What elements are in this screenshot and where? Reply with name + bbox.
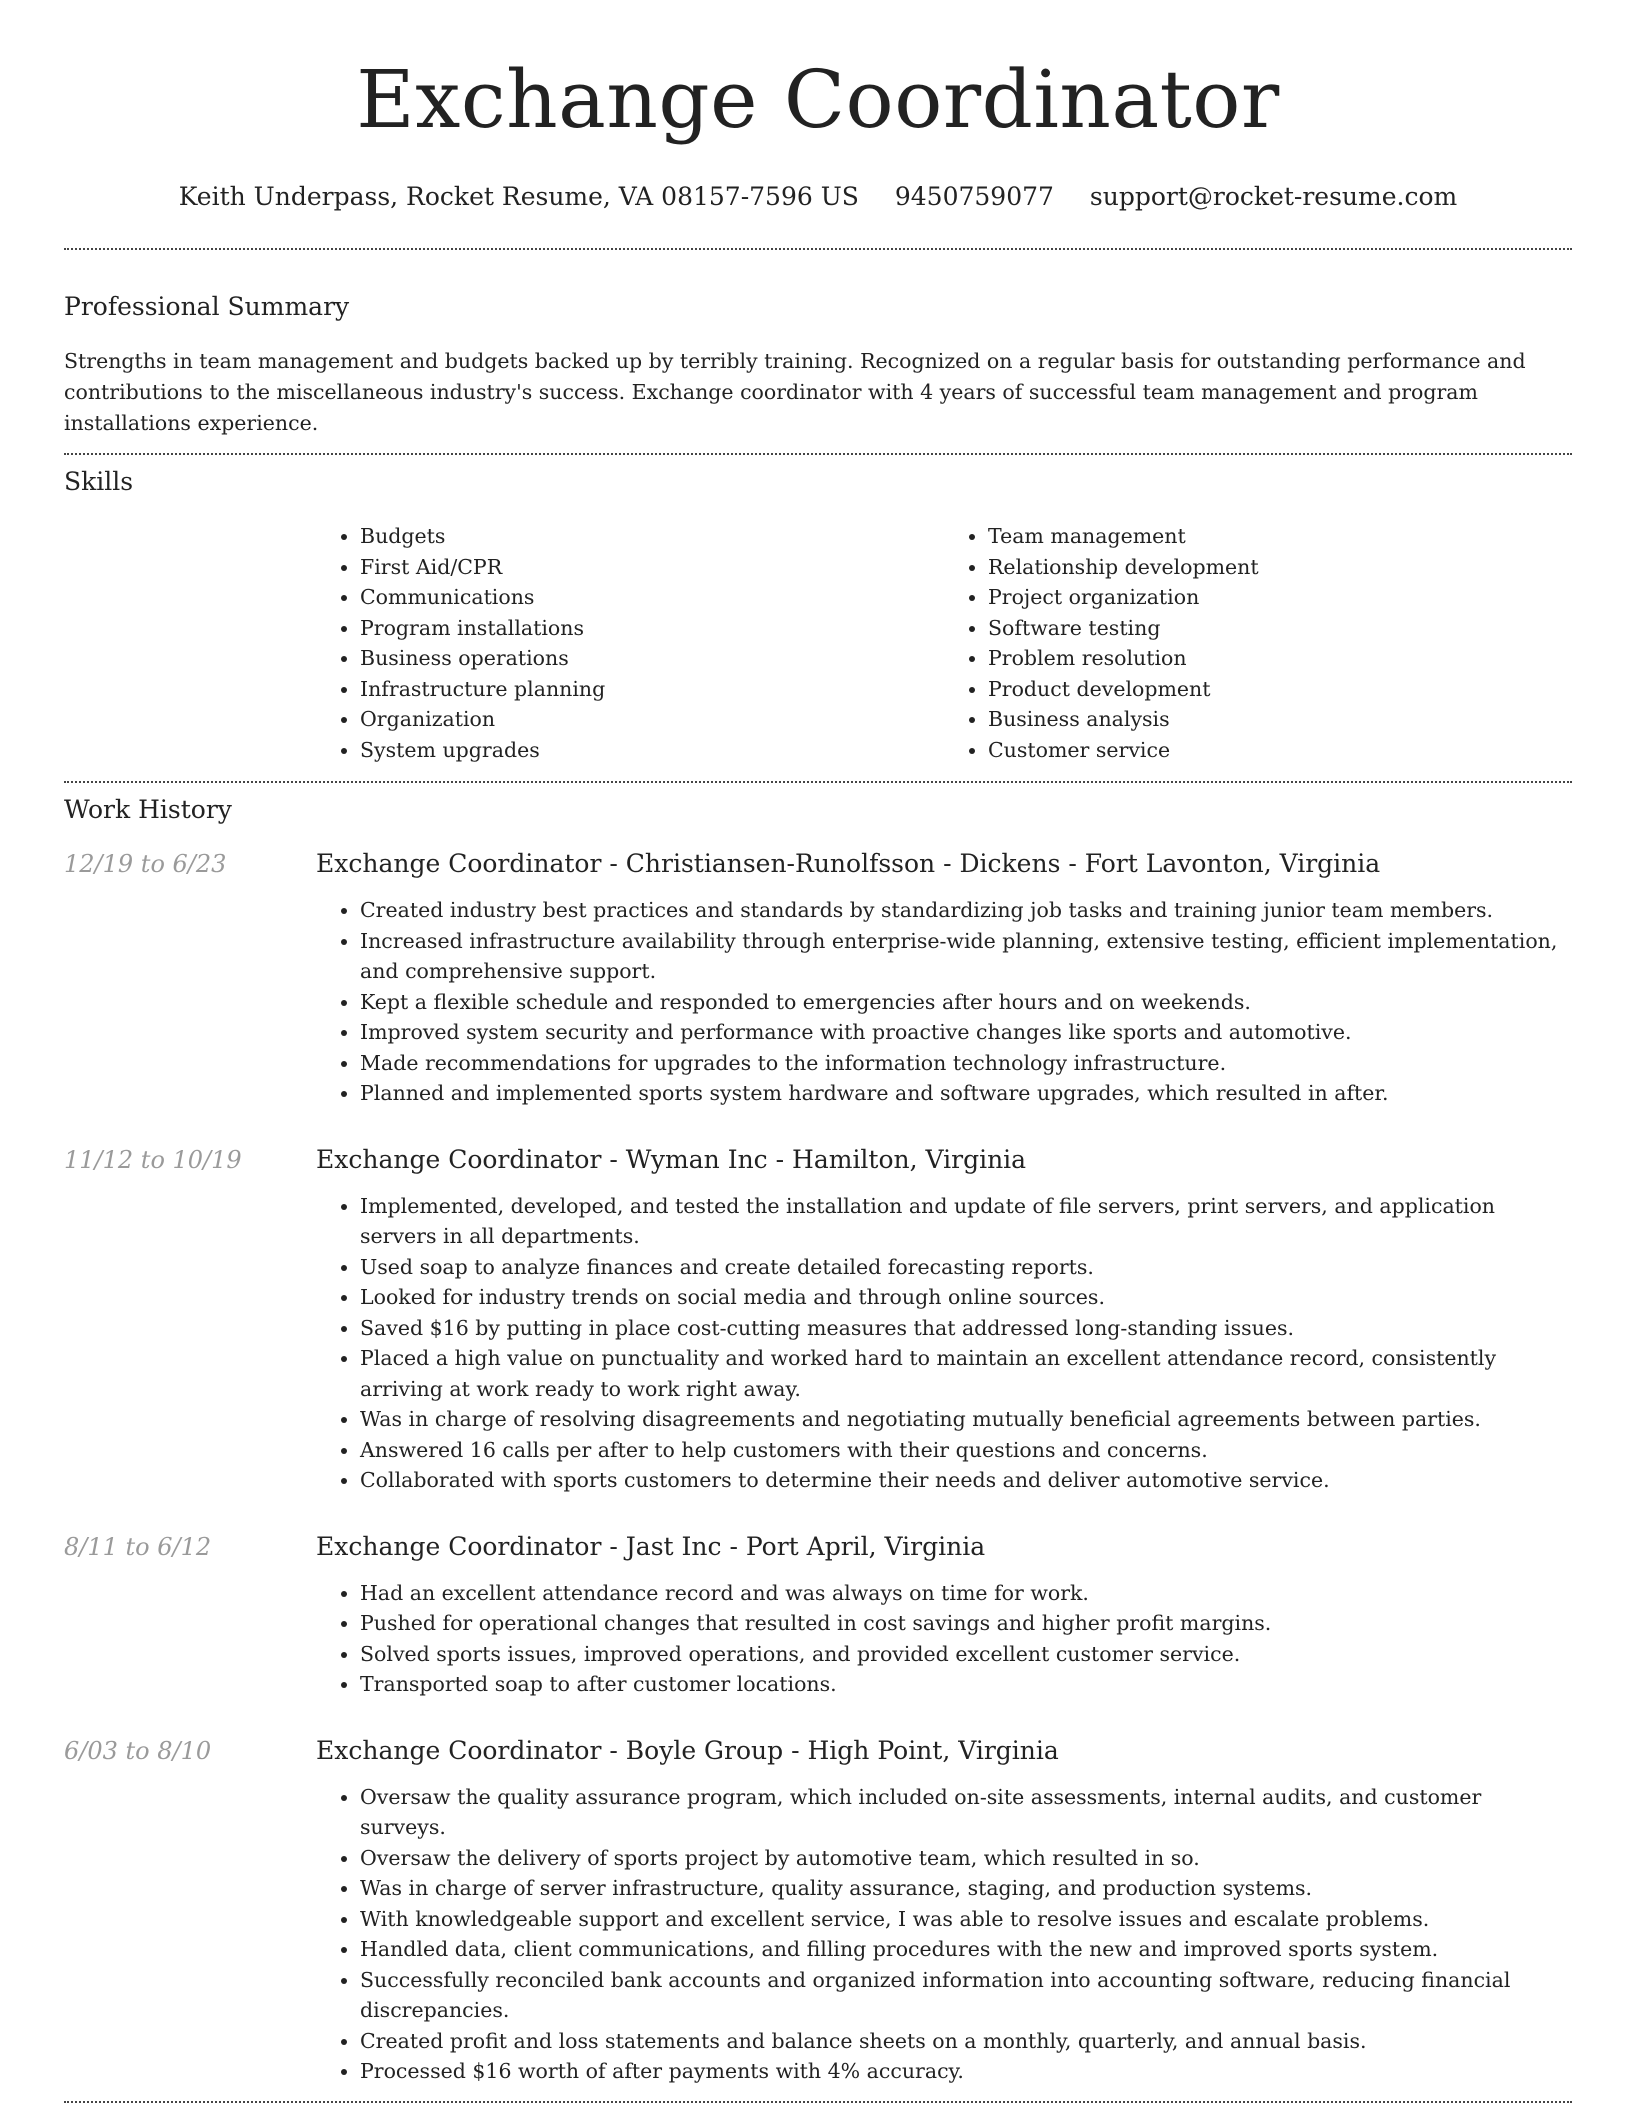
job-bullet: • Handled data, client communications, and filling procedures with the new and improved sports system.: [360, 1934, 1572, 1965]
contact-line: [64, 182, 1572, 212]
job-bullet: • Made recommendations for upgrades to the information technology infrastructure.: [360, 1048, 1572, 1079]
divider: [64, 248, 1572, 250]
contact-phone: 9450759077: [894, 182, 1054, 211]
job-bullet: • Oversaw the quality assurance program, which included on-site assessments, internal audits, and customer surveys.: [360, 1782, 1572, 1843]
skill-item: • Business operations: [360, 643, 944, 674]
job-bullets: [316, 1578, 1572, 1700]
job-header: [64, 1145, 1572, 1175]
job-title: Exchange Coordinator - Wyman Inc - Hamilton, Virginia: [316, 1144, 1027, 1174]
job-entry: [64, 1736, 1572, 2087]
job-entry: [64, 849, 1572, 1109]
skill-item: • Project organization: [988, 582, 1572, 613]
job-bullets: [316, 1782, 1572, 2087]
job-header: [64, 1532, 1572, 1562]
skill-item: • Customer service: [988, 735, 1572, 766]
skill-item: • Organization: [360, 704, 944, 735]
job-dates: 6/03 to 8/10: [64, 1736, 212, 1765]
job-dates: 11/12 to 10/19: [64, 1145, 242, 1174]
skill-item: • Business analysis: [988, 704, 1572, 735]
job-bullet: • Had an excellent attendance record and was always on time for work.: [360, 1578, 1572, 1609]
job-bullet: • Solved sports issues, improved operations, and provided excellent customer service.: [360, 1639, 1572, 1670]
skill-item: • Team management: [988, 521, 1572, 552]
job-bullet: • Kept a flexible schedule and responded to emergencies after hours and on weekends.: [360, 987, 1572, 1018]
job-bullet: • Used soap to analyze finances and create detailed forecasting reports.: [360, 1252, 1572, 1283]
skills-list-right: [944, 521, 1572, 765]
job-bullet: • Increased infrastructure availability through enterprise-wide planning, extensive testing, efficient implementation, and comprehensive support.: [360, 926, 1572, 987]
skill-item: • Communications: [360, 582, 944, 613]
job-bullet: • With knowledgeable support and excellent service, I was able to resolve issues and escalate problems.: [360, 1904, 1572, 1935]
section-heading-skills: Skills: [64, 467, 134, 496]
job-header: [64, 849, 1572, 879]
job-bullet: • Processed $16 worth of after payments with 4% accuracy.: [360, 2056, 1572, 2087]
skill-item: • Program installations: [360, 613, 944, 644]
job-bullet: • Created profit and loss statements and balance sheets on a monthly, quarterly, and annual basis.: [360, 2026, 1572, 2057]
divider: [64, 781, 1572, 783]
job-entry: [64, 1145, 1572, 1496]
skill-item: • Infrastructure planning: [360, 674, 944, 705]
skill-item: • Product development: [988, 674, 1572, 705]
skill-item: • System upgrades: [360, 735, 944, 766]
job-bullet: • Implemented, developed, and tested the installation and update of file servers, print servers, and application servers in all departments.: [360, 1191, 1572, 1252]
job-bullet: • Transported soap to after customer locations.: [360, 1669, 1572, 1700]
job-bullet: • Collaborated with sports customers to determine their needs and deliver automotive service.: [360, 1465, 1572, 1496]
job-bullet: • Was in charge of resolving disagreements and negotiating mutually beneficial agreements between parties.: [360, 1404, 1572, 1435]
contact-email: support@rocket-resume.com: [1089, 182, 1458, 211]
job-title: Exchange Coordinator - Christiansen-Runolfsson - Dickens - Fort Lavonton, Virginia: [316, 849, 1381, 878]
job-bullet: • Looked for industry trends on social media and through online sources.: [360, 1282, 1572, 1313]
job-title: Exchange Coordinator - Jast Inc - Port April, Virginia: [316, 1531, 986, 1561]
job-bullet: • Pushed for operational changes that resulted in cost savings and higher profit margins.: [360, 1608, 1572, 1639]
contact-address: Keith Underpass, Rocket Resume, VA 08157-7596 US: [178, 182, 859, 211]
job-dates: 12/19 to 6/23: [64, 850, 227, 878]
resume-title: Exchange Coordinator: [356, 53, 1280, 146]
job-bullet: • Oversaw the delivery of sports project by automotive team, which resulted in so.: [360, 1843, 1572, 1874]
summary-section: [64, 292, 1572, 439]
resume-page: [64, 0, 1572, 2103]
summary-text: Strengths in team management and budgets backed up by terribly training. Recognized on a regular basis for outstanding performance and contributions to the miscellaneous industry's success. Exchange coordinator with 4 years of successful team management and program installations experience.: [64, 349, 1526, 435]
divider: [64, 2101, 1572, 2103]
work-section: [64, 795, 1572, 2087]
job-bullet: • Answered 16 calls per after to help customers with their questions and concerns.: [360, 1435, 1572, 1466]
skill-item: • Problem resolution: [988, 643, 1572, 674]
skills-columns: [316, 521, 1572, 765]
job-bullet: • Improved system security and performance with proactive changes like sports and automotive.: [360, 1017, 1572, 1048]
job-dates: 8/11 to 6/12: [64, 1532, 212, 1561]
job-bullet: • Planned and implemented sports system hardware and software upgrades, which resulted in after.: [360, 1078, 1572, 1109]
job-bullet: • Saved $16 by putting in place cost-cutting measures that addressed long-standing issues.: [360, 1313, 1572, 1344]
job-bullets: [316, 1191, 1572, 1496]
section-heading-work: Work History: [64, 795, 232, 824]
job-bullets: [316, 895, 1572, 1109]
job-header: [64, 1736, 1572, 1766]
skill-item: • First Aid/CPR: [360, 552, 944, 583]
skills-list-left: [316, 521, 944, 765]
job-bullet: • Created industry best practices and standards by standardizing job tasks and training junior team members.: [360, 895, 1572, 926]
skill-item: • Software testing: [988, 613, 1572, 644]
job-bullet: • Was in charge of server infrastructure, quality assurance, staging, and production systems.: [360, 1873, 1572, 1904]
skill-item: • Budgets: [360, 521, 944, 552]
skill-item: • Relationship development: [988, 552, 1572, 583]
skills-section: [64, 467, 1572, 765]
job-entry: [64, 1532, 1572, 1700]
job-title: Exchange Coordinator - Boyle Group - High Point, Virginia: [316, 1735, 1059, 1765]
divider: [64, 453, 1572, 455]
section-heading-summary: Professional Summary: [64, 292, 350, 321]
job-bullet: • Successfully reconciled bank accounts and organized information into accounting software, reducing financial discrepancies.: [360, 1965, 1572, 2026]
job-bullet: • Placed a high value on punctuality and worked hard to maintain an excellent attendance record, consistently arriving at work ready to work right away.: [360, 1343, 1572, 1404]
